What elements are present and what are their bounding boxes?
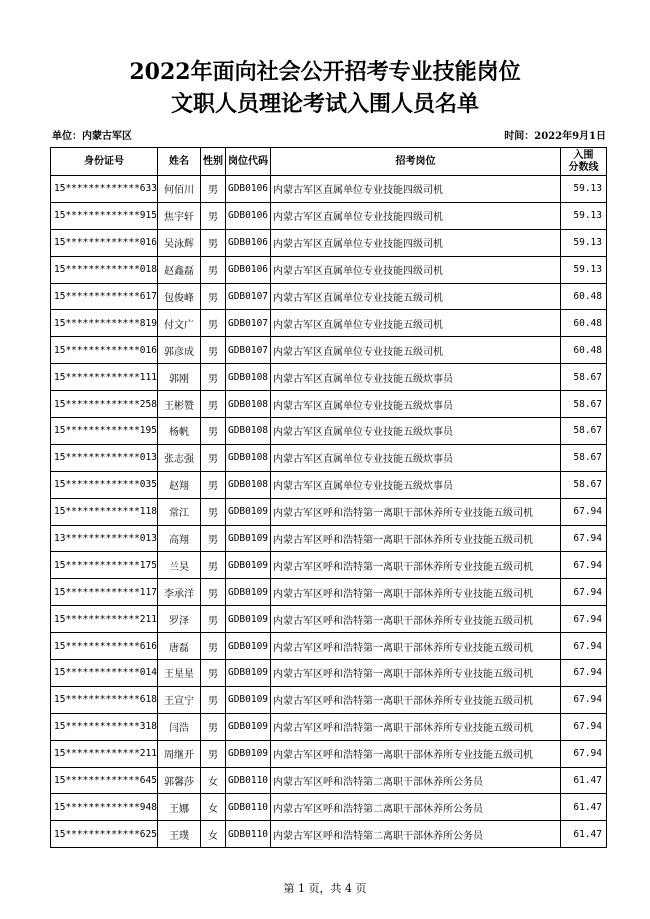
cell-id: 15*************014 bbox=[51, 660, 158, 687]
cell-post: 内蒙古军区呼和浩特第一离职干部休养所专业技能五级司机 bbox=[271, 660, 561, 687]
cell-score: 60.48 bbox=[561, 310, 607, 337]
cell-name: 赵鑫磊 bbox=[158, 256, 201, 283]
cell-name: 唐磊 bbox=[158, 633, 201, 660]
cell-id: 15*************618 bbox=[51, 686, 158, 713]
cell-code: GDB0108 bbox=[226, 471, 271, 498]
cell-name: 郭彦成 bbox=[158, 337, 201, 364]
document-title-line-1: 2022年面向社会公开招考专业技能岗位 bbox=[129, 59, 521, 85]
cell-score: 58.67 bbox=[561, 418, 607, 445]
cell-sex: 男 bbox=[201, 633, 226, 660]
cell-id: 15*************617 bbox=[51, 283, 158, 310]
cell-code: GDB0108 bbox=[226, 418, 271, 445]
cell-post: 内蒙古军区直属单位专业技能五级炊事员 bbox=[271, 391, 561, 418]
cell-name: 赵翔 bbox=[158, 471, 201, 498]
cell-name: 郭馨莎 bbox=[158, 767, 201, 794]
cell-post: 内蒙古军区呼和浩特第二离职干部休养所公务员 bbox=[271, 767, 561, 794]
cell-sex: 女 bbox=[201, 821, 226, 848]
cell-score: 60.48 bbox=[561, 283, 607, 310]
cell-code: GDB0109 bbox=[226, 552, 271, 579]
table-row bbox=[51, 525, 607, 552]
cell-name: 闫浩 bbox=[158, 713, 201, 740]
cell-sex: 男 bbox=[201, 418, 226, 445]
cell-id: 15*************948 bbox=[51, 794, 158, 821]
cell-score: 59.13 bbox=[561, 202, 607, 229]
table-row bbox=[51, 660, 607, 687]
cell-score: 67.94 bbox=[561, 552, 607, 579]
cell-post: 内蒙古军区直属单位专业技能五级炊事员 bbox=[271, 444, 561, 471]
cell-name: 王宣宁 bbox=[158, 686, 201, 713]
cell-code: GDB0109 bbox=[226, 633, 271, 660]
cell-id: 15*************016 bbox=[51, 337, 158, 364]
cell-sex: 男 bbox=[201, 713, 226, 740]
cell-post: 内蒙古军区呼和浩特第一离职干部休养所专业技能五级司机 bbox=[271, 579, 561, 606]
table-row bbox=[51, 686, 607, 713]
cell-sex: 女 bbox=[201, 767, 226, 794]
cell-sex: 男 bbox=[201, 686, 226, 713]
cell-sex: 男 bbox=[201, 471, 226, 498]
cell-code: GDB0109 bbox=[226, 713, 271, 740]
cell-post: 内蒙古军区直属单位专业技能五级司机 bbox=[271, 310, 561, 337]
table-row bbox=[51, 821, 607, 848]
cell-name: 杨帆 bbox=[158, 418, 201, 445]
table-row bbox=[51, 229, 607, 256]
cell-name: 付文广 bbox=[158, 310, 201, 337]
cell-code: GDB0109 bbox=[226, 740, 271, 767]
cell-name: 王璞 bbox=[158, 821, 201, 848]
table-row bbox=[51, 794, 607, 821]
table-row bbox=[51, 256, 607, 283]
cell-id: 15*************117 bbox=[51, 579, 158, 606]
cell-id: 15*************035 bbox=[51, 471, 158, 498]
cell-sex: 男 bbox=[201, 444, 226, 471]
cell-code: GDB0110 bbox=[226, 794, 271, 821]
table-row bbox=[51, 364, 607, 391]
table-row bbox=[51, 418, 607, 445]
cell-sex: 男 bbox=[201, 202, 226, 229]
cell-post: 内蒙古军区直属单位专业技能五级炊事员 bbox=[271, 364, 561, 391]
cell-sex: 男 bbox=[201, 283, 226, 310]
date-label: 时间：2022年9月1日 bbox=[504, 131, 606, 142]
header-score bbox=[561, 148, 607, 176]
cell-score: 58.67 bbox=[561, 471, 607, 498]
table-row bbox=[51, 176, 607, 203]
cell-sex: 男 bbox=[201, 660, 226, 687]
cell-name: 王彬赞 bbox=[158, 391, 201, 418]
cell-score: 59.13 bbox=[561, 176, 607, 203]
cell-post: 内蒙古军区直属单位专业技能五级司机 bbox=[271, 283, 561, 310]
cell-post: 内蒙古军区直属单位专业技能四级司机 bbox=[271, 176, 561, 203]
cell-post: 内蒙古军区呼和浩特第一离职干部休养所专业技能五级司机 bbox=[271, 713, 561, 740]
cell-id: 15*************211 bbox=[51, 740, 158, 767]
unit-label: 单位：内蒙古军区 bbox=[52, 131, 132, 142]
cell-id: 15*************175 bbox=[51, 552, 158, 579]
cell-code: GDB0109 bbox=[226, 525, 271, 552]
cell-score: 67.94 bbox=[561, 686, 607, 713]
table-row bbox=[51, 337, 607, 364]
cell-name: 周继开 bbox=[158, 740, 201, 767]
cell-code: GDB0106 bbox=[226, 229, 271, 256]
cell-id: 15*************016 bbox=[51, 229, 158, 256]
cell-score: 58.67 bbox=[561, 391, 607, 418]
cell-code: GDB0107 bbox=[226, 310, 271, 337]
cell-sex: 男 bbox=[201, 579, 226, 606]
cell-name: 焦宇轩 bbox=[158, 202, 201, 229]
cell-sex: 女 bbox=[201, 794, 226, 821]
table-row bbox=[51, 552, 607, 579]
cell-sex: 男 bbox=[201, 337, 226, 364]
page-footer: 第 1 页，共 4 页 bbox=[283, 882, 367, 895]
cell-id: 15*************915 bbox=[51, 202, 158, 229]
cell-code: GDB0109 bbox=[226, 498, 271, 525]
cell-sex: 男 bbox=[201, 525, 226, 552]
cell-id: 15*************258 bbox=[51, 391, 158, 418]
cell-sex: 男 bbox=[201, 606, 226, 633]
cell-sex: 男 bbox=[201, 391, 226, 418]
cell-id: 15*************645 bbox=[51, 767, 158, 794]
cell-name: 郭刚 bbox=[158, 364, 201, 391]
cell-name: 李承洋 bbox=[158, 579, 201, 606]
cell-code: GDB0109 bbox=[226, 606, 271, 633]
cell-score: 67.94 bbox=[561, 633, 607, 660]
table-row bbox=[51, 633, 607, 660]
table-row bbox=[51, 498, 607, 525]
cell-id: 15*************118 bbox=[51, 498, 158, 525]
cell-score: 67.94 bbox=[561, 525, 607, 552]
cell-score: 67.94 bbox=[561, 713, 607, 740]
cell-code: GDB0109 bbox=[226, 686, 271, 713]
cell-name: 包俊峰 bbox=[158, 283, 201, 310]
cell-name: 常江 bbox=[158, 498, 201, 525]
cell-post: 内蒙古军区呼和浩特第一离职干部休养所专业技能五级司机 bbox=[271, 525, 561, 552]
header-score-line-1: 入围 bbox=[573, 149, 594, 161]
table-row bbox=[51, 283, 607, 310]
cell-score: 61.47 bbox=[561, 794, 607, 821]
table-row bbox=[51, 767, 607, 794]
cell-post: 内蒙古军区呼和浩特第一离职干部休养所专业技能五级司机 bbox=[271, 740, 561, 767]
header-code: 岗位代码 bbox=[226, 148, 271, 176]
table-row bbox=[51, 579, 607, 606]
cell-id: 15*************195 bbox=[51, 418, 158, 445]
table-row bbox=[51, 471, 607, 498]
table-row bbox=[51, 444, 607, 471]
cell-id: 15*************111 bbox=[51, 364, 158, 391]
cell-sex: 男 bbox=[201, 740, 226, 767]
cell-sex: 男 bbox=[201, 498, 226, 525]
cell-score: 58.67 bbox=[561, 364, 607, 391]
document-title-line-2: 文职人员理论考试入围人员名单 bbox=[170, 91, 479, 117]
cell-score: 61.47 bbox=[561, 767, 607, 794]
cell-score: 67.94 bbox=[561, 660, 607, 687]
cell-sex: 男 bbox=[201, 310, 226, 337]
cell-name: 高翔 bbox=[158, 525, 201, 552]
cell-score: 67.94 bbox=[561, 740, 607, 767]
cell-post: 内蒙古军区呼和浩特第一离职干部休养所专业技能五级司机 bbox=[271, 686, 561, 713]
cell-name: 王星星 bbox=[158, 660, 201, 687]
header-score-line-2: 分数线 bbox=[568, 161, 599, 173]
header-sex: 性别 bbox=[201, 148, 226, 176]
cell-post: 内蒙古军区呼和浩特第一离职干部休养所专业技能五级司机 bbox=[271, 633, 561, 660]
cell-name: 王娜 bbox=[158, 794, 201, 821]
cell-id: 15*************625 bbox=[51, 821, 158, 848]
cell-post: 内蒙古军区呼和浩特第一离职干部休养所专业技能五级司机 bbox=[271, 498, 561, 525]
cell-code: GDB0108 bbox=[226, 391, 271, 418]
cell-code: GDB0108 bbox=[226, 364, 271, 391]
cell-score: 67.94 bbox=[561, 579, 607, 606]
cell-name: 张志强 bbox=[158, 444, 201, 471]
table-row bbox=[51, 202, 607, 229]
cell-sex: 男 bbox=[201, 364, 226, 391]
cell-id: 15*************819 bbox=[51, 310, 158, 337]
cell-post: 内蒙古军区直属单位专业技能四级司机 bbox=[271, 229, 561, 256]
cell-post: 内蒙古军区呼和浩特第一离职干部休养所专业技能五级司机 bbox=[271, 552, 561, 579]
cell-code: GDB0110 bbox=[226, 821, 271, 848]
cell-post: 内蒙古军区直属单位专业技能五级炊事员 bbox=[271, 471, 561, 498]
cell-name: 吴泳辉 bbox=[158, 229, 201, 256]
table-body bbox=[51, 176, 607, 848]
cell-sex: 男 bbox=[201, 256, 226, 283]
cell-id: 15*************633 bbox=[51, 176, 158, 203]
cell-score: 67.94 bbox=[561, 498, 607, 525]
cell-post: 内蒙古军区直属单位专业技能五级司机 bbox=[271, 337, 561, 364]
cell-post: 内蒙古军区呼和浩特第二离职干部休养所公务员 bbox=[271, 821, 561, 848]
cell-code: GDB0109 bbox=[226, 660, 271, 687]
table-header-row bbox=[51, 148, 607, 176]
cell-code: GDB0108 bbox=[226, 444, 271, 471]
cell-id: 15*************013 bbox=[51, 444, 158, 471]
cell-code: GDB0109 bbox=[226, 579, 271, 606]
cell-score: 59.13 bbox=[561, 229, 607, 256]
cell-code: GDB0106 bbox=[226, 202, 271, 229]
cell-code: GDB0107 bbox=[226, 283, 271, 310]
table-row bbox=[51, 740, 607, 767]
table-row bbox=[51, 310, 607, 337]
cell-name: 罗泽 bbox=[158, 606, 201, 633]
cell-name: 兰昊 bbox=[158, 552, 201, 579]
cell-post: 内蒙古军区直属单位专业技能五级炊事员 bbox=[271, 418, 561, 445]
cell-sex: 男 bbox=[201, 229, 226, 256]
cell-post: 内蒙古军区直属单位专业技能四级司机 bbox=[271, 256, 561, 283]
cell-id: 13*************013 bbox=[51, 525, 158, 552]
cell-code: GDB0107 bbox=[226, 337, 271, 364]
cell-code: GDB0106 bbox=[226, 256, 271, 283]
cell-post: 内蒙古军区呼和浩特第一离职干部休养所专业技能五级司机 bbox=[271, 606, 561, 633]
cell-score: 58.67 bbox=[561, 444, 607, 471]
candidate-table bbox=[50, 147, 607, 848]
cell-id: 15*************616 bbox=[51, 633, 158, 660]
cell-post: 内蒙古军区呼和浩特第二离职干部休养所公务员 bbox=[271, 794, 561, 821]
cell-score: 60.48 bbox=[561, 337, 607, 364]
cell-name: 何佰川 bbox=[158, 176, 201, 203]
table-row bbox=[51, 391, 607, 418]
header-post: 招考岗位 bbox=[271, 148, 561, 176]
cell-post: 内蒙古军区直属单位专业技能四级司机 bbox=[271, 202, 561, 229]
cell-sex: 男 bbox=[201, 176, 226, 203]
table-row bbox=[51, 606, 607, 633]
cell-id: 15*************318 bbox=[51, 713, 158, 740]
cell-score: 59.13 bbox=[561, 256, 607, 283]
header-name: 姓名 bbox=[158, 148, 201, 176]
cell-code: GDB0110 bbox=[226, 767, 271, 794]
header-id: 身份证号 bbox=[51, 148, 158, 176]
table-row bbox=[51, 713, 607, 740]
cell-score: 67.94 bbox=[561, 606, 607, 633]
cell-id: 15*************211 bbox=[51, 606, 158, 633]
cell-id: 15*************018 bbox=[51, 256, 158, 283]
cell-score: 61.47 bbox=[561, 821, 607, 848]
cell-sex: 男 bbox=[201, 552, 226, 579]
cell-code: GDB0106 bbox=[226, 176, 271, 203]
